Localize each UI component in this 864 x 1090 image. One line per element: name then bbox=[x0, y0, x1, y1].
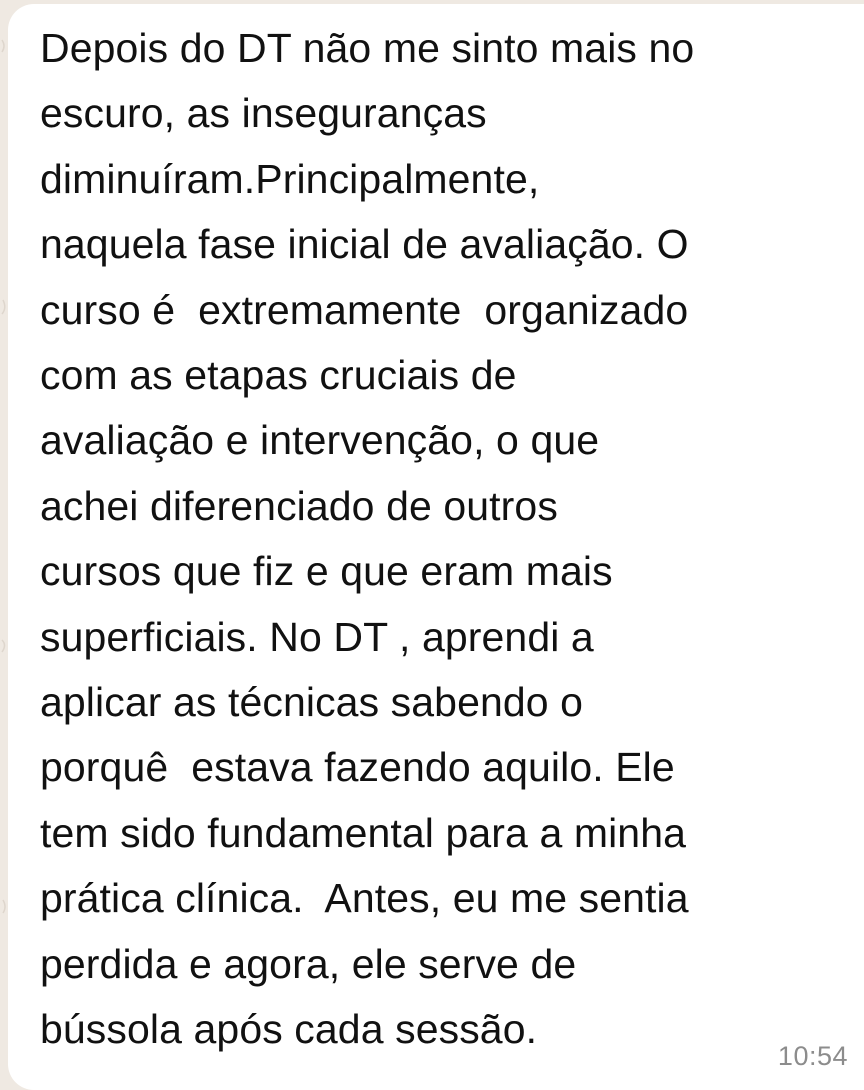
message-bubble[interactable] bbox=[8, 4, 864, 1090]
message-timestamp: 10:54 bbox=[777, 1041, 848, 1071]
message-text: Depois do DT não me sinto mais no escuro, as inseguranças diminuíram.Principalmente, naquela fase inicial de avaliação. O curso é extremamente organizado com as etapas cruciais de avaliação e intervenção, o que achei diferenciado de outros cursos que fiz e que eram mais superficiais. No DT , aprendi a aplicar as técnicas sabendo o porquê estava fazendo aquilo. Ele tem sido fundamental para a minha prática clínica. Antes, eu me sentia perdida e agora, ele serve de bússola após cada sessão. bbox=[40, 25, 695, 1053]
